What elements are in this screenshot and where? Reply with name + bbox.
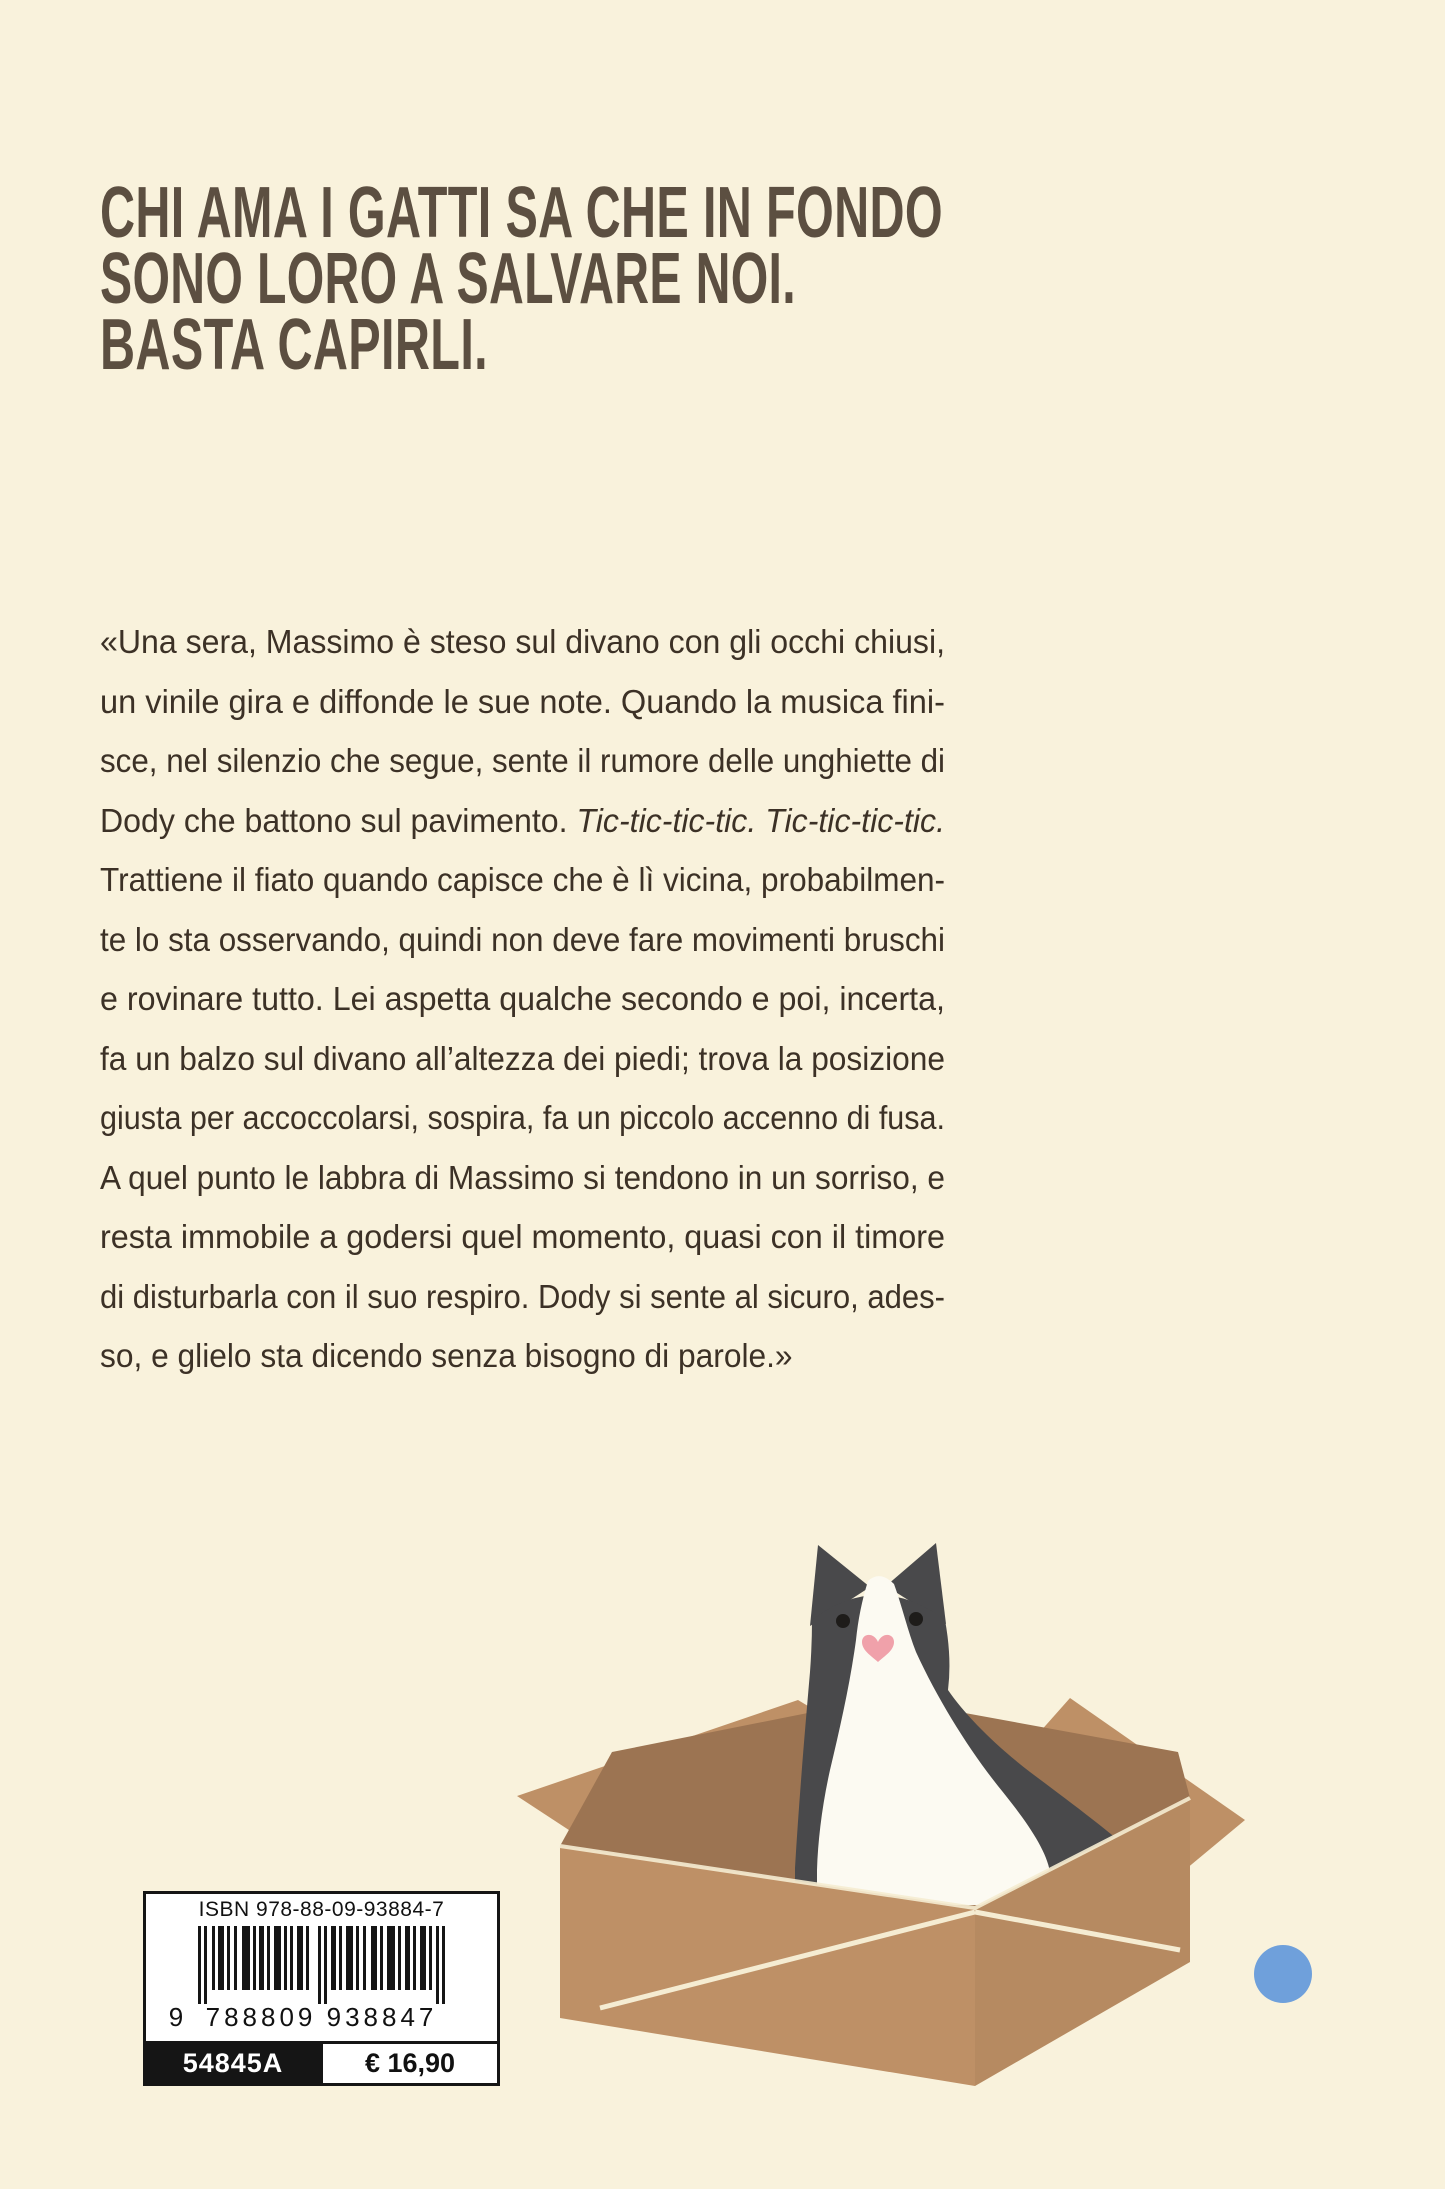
quote-line: e rovinare tutto. Lei aspetta qualche secondo e poi, incerta, xyxy=(100,980,945,1017)
barcode-digit-left: 9 xyxy=(168,2002,184,2032)
barcode xyxy=(146,1926,497,2034)
quote-line: di disturbarla con il suo respiro. Dody si sente al sicuro, ades- xyxy=(100,1277,945,1315)
price: € 16,90 xyxy=(320,2044,497,2083)
quote-line: Dody che battono sul pavimento. Tic-tic-tic-tic. Tic-tic-tic-tic. xyxy=(100,801,945,839)
quote-line: un vinile gira e diffonde le sue note. Quando la musica fini- xyxy=(100,682,945,720)
isbn-bottom-row xyxy=(146,2041,497,2083)
barcode-digits-group1: 788809 xyxy=(205,2002,317,2032)
quote-line: resta immobile a godersi quel momento, quasi con il timore xyxy=(100,1218,945,1255)
quote-line: Trattiene il fiato quando capisce che è lì vicina, probabilmen- xyxy=(100,861,945,898)
headline-line: SONO LORO A SALVARE NOI. xyxy=(100,239,796,319)
cat-left-eye xyxy=(836,1614,850,1628)
quote-line: te lo sta osservando, quindi non deve fare movimenti bruschi xyxy=(100,920,945,958)
isbn-number: ISBN 978-88-09-93884-7 xyxy=(198,1898,445,1921)
quote-line: A quel punto le labbra di Massimo si tendono in un sorriso, e xyxy=(100,1158,945,1196)
cat-right-eye xyxy=(909,1612,923,1626)
edition-code: 54845A xyxy=(146,2044,320,2083)
headline-line: BASTA CAPIRLI. xyxy=(100,305,488,385)
quote-line: so, e glielo sta dicendo senza bisogno di parole.» xyxy=(100,1337,793,1374)
quote-line: fa un balzo sul divano all’altezza dei piedi; trova la posizione xyxy=(100,1039,945,1077)
quote-line: «Una sera, Massimo è steso sul divano con gli occhi chiusi, xyxy=(100,623,945,660)
quote-line: sce, nel silenzio che segue, sente il rumore delle unghiette di xyxy=(100,742,945,779)
isbn-barcode-panel xyxy=(143,1891,500,2086)
quote-line: giusta per accoccolarsi, sospira, fa un piccolo accenno di fusa. xyxy=(100,1099,945,1136)
headline-line: CHI AMA I GATTI SA CHE IN FONDO xyxy=(100,173,943,253)
blue-ball-icon xyxy=(1254,1945,1312,2003)
barcode-digits-group2: 938847 xyxy=(326,2002,438,2032)
